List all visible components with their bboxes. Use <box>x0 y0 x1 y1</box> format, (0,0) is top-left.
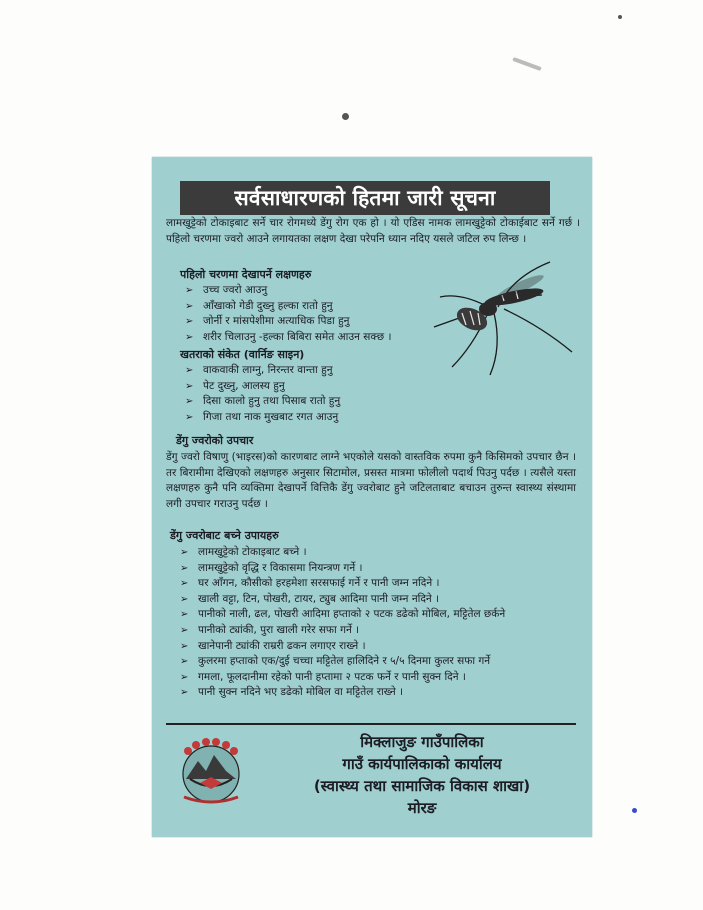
warning-signs-heading: खतराको संकेत (वार्निङ साइन) <box>180 348 305 361</box>
arrow-bullet-icon: ➢ <box>180 562 189 574</box>
arrow-bullet-icon: ➢ <box>180 671 189 683</box>
arrow-bullet-icon: ➢ <box>185 285 194 296</box>
issuer-line-4: मोरङ <box>407 799 437 817</box>
notice-title: सर्वसाधारणको हितमा जारी सूचना <box>180 181 550 215</box>
list-item: ➢ आँखाको गेडी दुख्नु हल्का रातो हुनु <box>185 299 391 315</box>
arrow-bullet-icon: ➢ <box>185 396 194 408</box>
list-item: ➢ शरीर चिलाउनु -हल्का बिबिरा समेत आउन सक्छ । <box>185 330 391 346</box>
arrow-bullet-icon: ➢ <box>180 687 189 699</box>
list-item: ➢ लामखुट्टेको वृद्धि र विकासमा नियन्त्रण गर्ने । <box>180 561 505 577</box>
nepal-emblem-icon <box>176 737 246 807</box>
list-item: ➢ पेट दुख्नु, आलस्य हुनु <box>185 379 340 395</box>
scan-speck <box>512 57 542 71</box>
list-item: ➢ उच्च ज्वरो आउनु <box>185 283 391 299</box>
arrow-bullet-icon: ➢ <box>185 380 194 392</box>
arrow-bullet-icon: ➢ <box>180 578 189 590</box>
issuer-block <box>262 731 582 819</box>
arrow-bullet-icon: ➢ <box>180 656 189 668</box>
list-item: ➢ लामखुट्टेको टोकाइबाट बच्ने । <box>180 545 505 561</box>
arrow-bullet-icon: ➢ <box>180 593 189 605</box>
list-item: ➢ पानीको ट्यांकी, पुरा खाली गरेर सफा गर्ने । <box>180 623 505 639</box>
issuer-line-1: मिक्लाजुङ गाउँपालिका <box>360 733 484 751</box>
list-item: ➢ कुलरमा हप्ताको एक/दुई चच्चा मट्टितेल हालिदिने र ५/५ दिनमा कुलर सफा गर्ने <box>180 654 505 670</box>
arrow-bullet-icon: ➢ <box>185 411 194 423</box>
issuer-line-2: गाउँ कार्यपालिकाको कार्यालय <box>342 755 502 773</box>
arrow-bullet-icon: ➢ <box>180 547 189 558</box>
arrow-bullet-icon: ➢ <box>185 365 194 376</box>
notice-sheet <box>152 157 592 837</box>
list-item: ➢ खाली वट्टा, टिन, पोखरी, टायर, ट्युब आदिमा पानी जम्न नदिने । <box>180 592 505 608</box>
treatment-paragraph: डेंगु ज्वरो विषाणु (भाइरस)को कारणबाट लाग्ने भएकोले यसको वास्तविक रुपमा कुनै किसिमको उपचार छैन । तर बिरामीमा देखिएको लक्षणहरु अनुसार सिटामोल, प्रसस्त मात्रमा फोलीलो पदार्थ पिउनु पर्दछ । त्यसैले यस्ता लक्षणहरु कुनै पनि व्यक्तिमा देखापर्ने वित्तिकै डेंगु ज्वरोबाट हुने जटिलताबाट बचाउन तुरुन्त स्वास्थ्य संस्थामा लगी उपचार गराउनु पर्दछ । <box>166 451 576 510</box>
list-item: ➢ घर आँगन, कौसीको हरहमेशा सरसफाई गर्ने र पानी जम्न नदिने । <box>180 576 505 592</box>
intro-paragraph: लामखुट्टेको टोकाइबाट सर्ने चार रोगमध्ये डेंगु रोग एक हो । यो एडिस नामक लामखुट्टेको टोकाईबाट सर्ने गर्छ । पहिलो चरणमा ज्वरो आउने लगायतका लक्षण देखा परेपनि ध्यान नदिए यसले जटिल रुप लिन्छ । <box>166 217 580 245</box>
list-item: ➢ गमला, फूलदानीमा रहेको पानी हप्तामा २ पटक फर्ने र पानी सुक्न दिने । <box>180 670 505 686</box>
symptoms-heading: पहिलो चरणमा देखापर्ने लक्षणहरु <box>180 268 312 281</box>
arrow-bullet-icon: ➢ <box>185 300 194 312</box>
warning-signs-list <box>185 363 340 425</box>
prevention-heading: डेंगु ज्वरोबाट बच्ने उपायहरु <box>170 529 279 542</box>
footer-divider <box>166 723 576 725</box>
list-item: ➢ पानीको नाली, ढल, पोखरी आदिमा हप्ताको २ पटक डढेको मोबिल, मट्टितेल छर्कने <box>180 607 505 623</box>
symptoms-list <box>185 283 391 345</box>
list-item: ➢ खानेपानी ट्यांकी राम्ररी ढकन लगाएर राख्ने । <box>180 639 505 655</box>
scan-speck <box>618 15 622 19</box>
list-item: ➢ जोर्नी र मांसपेशीमा अत्याधिक पिडा हुनु <box>185 314 391 330</box>
arrow-bullet-icon: ➢ <box>185 316 194 328</box>
list-item: ➢ पानी सुक्न नदिने भए डढेको मोबिल वा मट्टितेल राख्ने । <box>180 685 505 701</box>
list-item: ➢ वाकवाकी लाग्नु, निरन्तर वान्ता हुनु <box>185 363 340 379</box>
arrow-bullet-icon: ➢ <box>180 609 189 621</box>
list-item: ➢ दिसा कालो हुनु तथा पिसाब रातो हुनु <box>185 394 340 410</box>
arrow-bullet-icon: ➢ <box>180 640 189 652</box>
issuer-line-3: (स्वास्थ्य तथा सामाजिक विकास शाखा) <box>313 777 531 795</box>
scan-speck <box>342 113 349 120</box>
treatment-heading: डेंगु ज्वरोको उपचार <box>176 434 254 447</box>
list-item: ➢ गिजा तथा नाक मुखबाट रगत आउनु <box>185 410 340 426</box>
scan-speck <box>632 808 637 813</box>
arrow-bullet-icon: ➢ <box>180 624 189 636</box>
mosquito-icon <box>432 257 582 377</box>
arrow-bullet-icon: ➢ <box>185 331 194 343</box>
prevention-list <box>180 545 505 701</box>
